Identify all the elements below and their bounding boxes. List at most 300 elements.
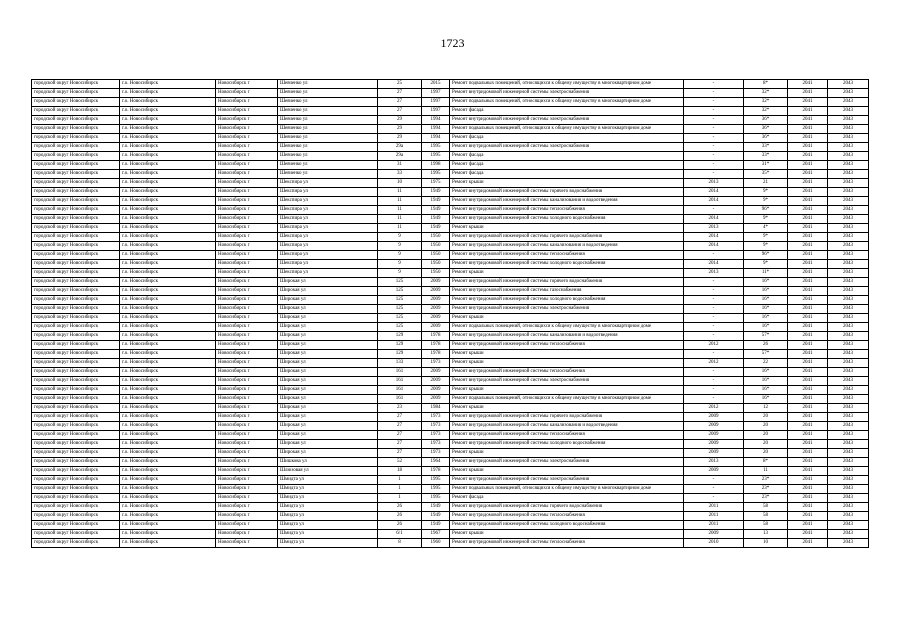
cell-wear: 96* [744,206,788,215]
cell-settlement: г.о. Новосибирск [120,269,216,278]
cell-year: 2009 [422,386,450,395]
cell-work-type: Ремонт крыши [450,224,684,233]
cell-okrug: городской округ Новосибирск [32,467,120,476]
cell-street: Широкая ул [278,395,378,404]
cell-street: Шекспира ул [278,188,378,197]
cell-wear: 8* [744,80,788,89]
cell-year-last-repair: 2011 [684,521,744,530]
cell-house: 161 [378,386,422,395]
cell-year: 1994 [422,134,450,143]
cell-street: Широкая ул [278,296,378,305]
cell-work-type: Ремонт подвальных помещений, относящихся к общему имуществу в многоквартирном доме [450,80,684,89]
cell-wear: 32* [744,89,788,98]
cell-wear: 11* [744,269,788,278]
cell-year-last-repair: - [684,80,744,89]
cell-house: 27 [378,413,422,422]
cell-period-from: 2041 [788,143,828,152]
cell-street: Широкая ул [278,368,378,377]
table-row [32,296,869,305]
cell-year: 1949 [422,206,450,215]
cell-okrug: городской округ Новосибирск [32,251,120,260]
table-row [32,539,869,548]
cell-year-last-repair: 2009 [684,449,744,458]
cell-year: 1950 [422,260,450,269]
cell-settlement: г.о. Новосибирск [120,314,216,323]
cell-settlement: г.о. Новосибирск [120,449,216,458]
cell-wear: 16* [744,377,788,386]
cell-okrug: городской округ Новосибирск [32,386,120,395]
table-row [32,80,869,89]
cell-settlement: г.о. Новосибирск [120,368,216,377]
cell-wear: 58 [744,503,788,512]
table-row [32,323,869,332]
table-row [32,467,869,476]
cell-street: Шевченко ул [278,116,378,125]
cell-period-to: 2043 [828,530,869,539]
cell-period-to: 2043 [828,278,869,287]
cell-work-type: Ремонт внутридомовой инженерной системы холодного водоснабжения [450,521,684,530]
cell-year-last-repair: 2009 [684,431,744,440]
cell-work-type: Ремонт внутридомовой инженерной системы холодного водоснабжения [450,296,684,305]
cell-city: Новосибирск г [216,350,278,359]
cell-wear: 36* [744,134,788,143]
cell-city: Новосибирск г [216,458,278,467]
cell-wear: 20 [744,413,788,422]
cell-settlement: г.о. Новосибирск [120,485,216,494]
cell-street: Шмидта ул [278,476,378,485]
cell-city: Новосибирск г [216,215,278,224]
table-row [32,134,869,143]
cell-period-from: 2041 [788,530,828,539]
cell-period-from: 2041 [788,476,828,485]
cell-city: Новосибирск г [216,170,278,179]
cell-street: Широкая ул [278,386,378,395]
cell-street: Шевченко ул [278,98,378,107]
cell-period-from: 2041 [788,431,828,440]
cell-city: Новосибирск г [216,386,278,395]
cell-wear: 20 [744,449,788,458]
cell-work-type: Ремонт подвальных помещений, относящихся к общему имуществу в многоквартирном доме [450,395,684,404]
cell-year-last-repair: 2014 [684,233,744,242]
cell-wear: 4* [744,224,788,233]
cell-house: 27 [378,89,422,98]
cell-period-from: 2041 [788,359,828,368]
cell-city: Новосибирск г [216,80,278,89]
cell-street: Широкая ул [278,305,378,314]
table-row [32,314,869,323]
cell-city: Новосибирск г [216,476,278,485]
cell-year-last-repair: - [684,305,744,314]
cell-wear: 16* [744,287,788,296]
cell-house: 27 [378,98,422,107]
table-row [32,251,869,260]
cell-settlement: г.о. Новосибирск [120,422,216,431]
cell-city: Новосибирск г [216,503,278,512]
cell-settlement: г.о. Новосибирск [120,413,216,422]
cell-settlement: г.о. Новосибирск [120,386,216,395]
cell-period-from: 2041 [788,224,828,233]
table-row [32,197,869,206]
cell-year: 1949 [422,188,450,197]
cell-work-type: Ремонт крыши [450,467,684,476]
cell-okrug: городской округ Новосибирск [32,224,120,233]
cell-okrug: городской округ Новосибирск [32,278,120,287]
cell-okrug: городской округ Новосибирск [32,440,120,449]
cell-settlement: г.о. Новосибирск [120,89,216,98]
cell-okrug: городской округ Новосибирск [32,458,120,467]
cell-period-from: 2041 [788,413,828,422]
cell-year: 1973 [422,413,450,422]
cell-period-to: 2043 [828,161,869,170]
cell-street: Широкая ул [278,377,378,386]
cell-period-from: 2041 [788,350,828,359]
cell-okrug: городской округ Новосибирск [32,503,120,512]
cell-period-to: 2043 [828,287,869,296]
cell-work-type: Ремонт подвальных помещений, относящихся к общему имуществу в многоквартирном доме [450,323,684,332]
cell-settlement: г.о. Новосибирск [120,350,216,359]
cell-period-to: 2043 [828,296,869,305]
cell-city: Новосибирск г [216,98,278,107]
table-row [32,125,869,134]
table-row [32,269,869,278]
table-body [32,80,869,548]
cell-period-from: 2041 [788,89,828,98]
cell-street: Широкая ул [278,359,378,368]
cell-period-to: 2043 [828,116,869,125]
cell-street: Широкая ул [278,278,378,287]
cell-work-type: Ремонт подвальных помещений, относящихся к общему имуществу в многоквартирном доме [450,485,684,494]
cell-wear: 16* [744,386,788,395]
cell-settlement: г.о. Новосибирск [120,332,216,341]
cell-okrug: городской округ Новосибирск [32,494,120,503]
cell-street: Широкая ул [278,413,378,422]
cell-year: 1995 [422,476,450,485]
cell-street: Шекспира ул [278,233,378,242]
cell-year: 2009 [422,296,450,305]
cell-okrug: городской округ Новосибирск [32,314,120,323]
cell-year-last-repair: - [684,98,744,107]
cell-house: 29 [378,116,422,125]
cell-city: Новосибирск г [216,89,278,98]
cell-street: Шмидта ул [278,512,378,521]
cell-wear: 36* [744,116,788,125]
cell-street: Шекспира ул [278,197,378,206]
cell-year: 1949 [422,224,450,233]
cell-year-last-repair: 2009 [684,467,744,476]
cell-okrug: городской округ Новосибирск [32,530,120,539]
cell-period-to: 2043 [828,485,869,494]
cell-wear: 57* [744,332,788,341]
cell-year: 1978 [422,350,450,359]
cell-city: Новосибирск г [216,512,278,521]
cell-house: 25 [378,80,422,89]
cell-period-from: 2041 [788,125,828,134]
cell-okrug: городской округ Новосибирск [32,134,120,143]
cell-okrug: городской округ Новосибирск [32,269,120,278]
cell-work-type: Ремонт внутридомовой инженерной системы канализования и водоотведения [450,242,684,251]
cell-wear: 20 [744,431,788,440]
cell-city: Новосибирск г [216,467,278,476]
cell-year: 1995 [422,152,450,161]
cell-settlement: г.о. Новосибирск [120,125,216,134]
table-row [32,242,869,251]
cell-year-last-repair: - [684,368,744,377]
cell-street: Широкая ул [278,287,378,296]
cell-period-from: 2041 [788,377,828,386]
cell-house: 11 [378,188,422,197]
cell-year-last-repair: - [684,206,744,215]
cell-wear: 9* [744,197,788,206]
table-row [32,485,869,494]
cell-year-last-repair: 2011 [684,503,744,512]
cell-house: 18 [378,467,422,476]
cell-period-from: 2041 [788,422,828,431]
cell-year: 2015 [422,80,450,89]
cell-wear: 16* [744,395,788,404]
cell-work-type: Ремонт внутридомовой инженерной системы электроснабжения [450,305,684,314]
cell-city: Новосибирск г [216,395,278,404]
cell-period-from: 2041 [788,206,828,215]
cell-period-to: 2043 [828,503,869,512]
cell-period-to: 2043 [828,539,869,548]
cell-year-last-repair: 2012 [684,404,744,413]
cell-period-from: 2041 [788,152,828,161]
cell-period-to: 2043 [828,251,869,260]
cell-work-type: Ремонт крыши [450,359,684,368]
cell-street: Шмидта ул [278,503,378,512]
cell-street: Широкая ул [278,422,378,431]
cell-street: Шмидта ул [278,485,378,494]
cell-house: 1 [378,476,422,485]
cell-period-from: 2041 [788,116,828,125]
cell-year: 1997 [422,98,450,107]
table-row [32,170,869,179]
cell-city: Новосибирск г [216,494,278,503]
cell-city: Новосибирск г [216,341,278,350]
cell-period-to: 2043 [828,395,869,404]
cell-period-to: 2043 [828,521,869,530]
cell-work-type: Ремонт внутридомовой инженерной системы теплоснабжения [450,512,684,521]
cell-year-last-repair: 2013 [684,458,744,467]
cell-street: Широкая ул [278,332,378,341]
cell-work-type: Ремонт внутридомовой инженерной системы горячего водоснабжения [450,278,684,287]
cell-street: Шевченко ул [278,125,378,134]
cell-year-last-repair: - [684,386,744,395]
cell-work-type: Ремонт внутридомовой инженерной системы холодного водоснабжения [450,260,684,269]
cell-house: 27 [378,449,422,458]
cell-year: 1950 [422,242,450,251]
cell-year-last-repair: 2012 [684,341,744,350]
cell-house: 9 [378,233,422,242]
cell-okrug: городской округ Новосибирск [32,215,120,224]
page-number: 1723 [440,36,465,50]
cell-year: 1975 [422,179,450,188]
cell-house: 8 [378,539,422,548]
cell-period-from: 2041 [788,494,828,503]
cell-settlement: г.о. Новосибирск [120,539,216,548]
cell-city: Новосибирск г [216,143,278,152]
cell-year: 1995 [422,170,450,179]
cell-house: 125 [378,296,422,305]
cell-settlement: г.о. Новосибирск [120,179,216,188]
cell-wear: 32* [744,107,788,116]
cell-period-from: 2041 [788,251,828,260]
cell-city: Новосибирск г [216,107,278,116]
cell-wear: 16* [744,314,788,323]
cell-street: Шмидта ул [278,494,378,503]
cell-work-type: Ремонт внутридомовой инженерной системы горячего водоснабжения [450,503,684,512]
cell-period-to: 2043 [828,449,869,458]
cell-okrug: городской округ Новосибирск [32,395,120,404]
cell-work-type: Ремонт внутридомовой инженерной системы холодного водоснабжения [450,440,684,449]
cell-period-to: 2043 [828,359,869,368]
cell-year-last-repair: 2012 [684,359,744,368]
cell-okrug: городской округ Новосибирск [32,89,120,98]
cell-okrug: городской округ Новосибирск [32,323,120,332]
cell-city: Новосибирск г [216,251,278,260]
cell-city: Новосибирск г [216,197,278,206]
cell-year: 1960 [422,539,450,548]
cell-settlement: г.о. Новосибирск [120,188,216,197]
cell-wear: 33* [744,152,788,161]
cell-year: 1949 [422,197,450,206]
cell-street: Шекспира ул [278,206,378,215]
cell-period-from: 2041 [788,80,828,89]
cell-year: 1973 [422,422,450,431]
cell-year-last-repair: 2009 [684,440,744,449]
cell-okrug: городской округ Новосибирск [32,449,120,458]
cell-wear: 58 [744,512,788,521]
cell-work-type: Ремонт внутридомовой инженерной системы газоснабжения [450,287,684,296]
cell-house: 125 [378,314,422,323]
cell-okrug: городской округ Новосибирск [32,161,120,170]
cell-year: 1973 [422,359,450,368]
cell-period-to: 2043 [828,323,869,332]
cell-year: 2009 [422,278,450,287]
cell-settlement: г.о. Новосибирск [120,206,216,215]
cell-year-last-repair: - [684,377,744,386]
cell-settlement: г.о. Новосибирск [120,467,216,476]
cell-okrug: городской округ Новосибирск [32,341,120,350]
cell-wear: 9* [744,260,788,269]
cell-city: Новосибирск г [216,179,278,188]
cell-settlement: г.о. Новосибирск [120,323,216,332]
cell-wear: 26 [744,341,788,350]
cell-city: Новосибирск г [216,359,278,368]
cell-period-from: 2041 [788,467,828,476]
table-row [32,350,869,359]
cell-year-last-repair: - [684,89,744,98]
cell-street: Шевченко ул [278,107,378,116]
cell-street: Шекспира ул [278,242,378,251]
cell-okrug: городской округ Новосибирск [32,296,120,305]
cell-city: Новосибирск г [216,116,278,125]
cell-settlement: г.о. Новосибирск [120,287,216,296]
cell-period-from: 2041 [788,170,828,179]
cell-period-from: 2041 [788,269,828,278]
cell-okrug: городской округ Новосибирск [32,350,120,359]
cell-okrug: городской округ Новосибирск [32,260,120,269]
cell-period-to: 2043 [828,305,869,314]
cell-city: Новосибирск г [216,539,278,548]
cell-okrug: городской округ Новосибирск [32,143,120,152]
table-row [32,98,869,107]
cell-street: Широкая ул [278,431,378,440]
cell-year: 1994 [422,116,450,125]
table-row [32,458,869,467]
cell-work-type: Ремонт фасада [450,152,684,161]
cell-work-type: Ремонт внутридомовой инженерной системы электроснабжения [450,143,684,152]
cell-period-to: 2043 [828,476,869,485]
cell-city: Новосибирск г [216,161,278,170]
cell-year: 1997 [422,107,450,116]
cell-street: Шекспира ул [278,251,378,260]
table-row [32,179,869,188]
cell-street: Широкая ул [278,404,378,413]
cell-work-type: Ремонт внутридомовой инженерной системы горячего водоснабжения [450,188,684,197]
cell-period-to: 2043 [828,350,869,359]
table-row [32,116,869,125]
cell-settlement: г.о. Новосибирск [120,224,216,233]
cell-street: Шевченко ул [278,161,378,170]
cell-period-to: 2043 [828,242,869,251]
cell-settlement: г.о. Новосибирск [120,215,216,224]
cell-year-last-repair: - [684,494,744,503]
cell-work-type: Ремонт внутридомовой инженерной системы электроснабжения [450,116,684,125]
cell-year: 1973 [422,449,450,458]
cell-house: 11 [378,206,422,215]
cell-house: 129 [378,332,422,341]
cell-house: 161 [378,377,422,386]
cell-year-last-repair: - [684,161,744,170]
cell-wear: 8* [744,458,788,467]
cell-street: Широкая ул [278,350,378,359]
cell-work-type: Ремонт крыши [450,386,684,395]
cell-house: 9 [378,242,422,251]
cell-settlement: г.о. Новосибирск [120,341,216,350]
cell-work-type: Ремонт внутридомовой инженерной системы электроснабжения [450,476,684,485]
cell-year: 1997 [422,89,450,98]
cell-period-to: 2043 [828,233,869,242]
cell-period-to: 2043 [828,422,869,431]
cell-wear: 9* [744,242,788,251]
cell-city: Новосибирск г [216,323,278,332]
table-row [32,404,869,413]
table-row [32,305,869,314]
cell-house: 11 [378,224,422,233]
cell-year: 1995 [422,143,450,152]
cell-street: Шмидта ул [278,530,378,539]
cell-year-last-repair: - [684,251,744,260]
cell-settlement: г.о. Новосибирск [120,296,216,305]
cell-year: 1950 [422,251,450,260]
cell-work-type: Ремонт фасада [450,161,684,170]
cell-work-type: Ремонт внутридомовой инженерной системы теплоснабжения [450,368,684,377]
cell-year-last-repair: 2011 [684,512,744,521]
cell-work-type: Ремонт внутридомовой инженерной системы теплоснабжения [450,539,684,548]
cell-year: 1967 [422,530,450,539]
table-row [32,89,869,98]
cell-okrug: городской округ Новосибирск [32,476,120,485]
table-row [32,278,869,287]
cell-wear: 22 [744,359,788,368]
cell-wear: 21 [744,179,788,188]
cell-year-last-repair: - [684,476,744,485]
cell-year-last-repair: 2009 [684,413,744,422]
cell-city: Новосибирск г [216,134,278,143]
cell-okrug: городской округ Новосибирск [32,242,120,251]
cell-period-from: 2041 [788,260,828,269]
